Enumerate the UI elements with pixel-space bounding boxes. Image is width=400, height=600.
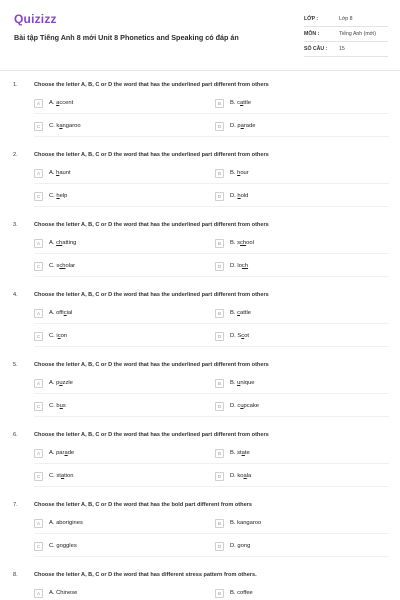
option-row-divider [34, 486, 389, 487]
meta-key: SỐ CÂU : [304, 46, 328, 52]
underlined-part: h [237, 170, 241, 176]
answer-option-c[interactable] [34, 122, 194, 132]
option-text: A. haunt [49, 170, 71, 176]
underlined-part: a [64, 450, 68, 456]
question-number: 2. [13, 152, 18, 158]
answer-option-d[interactable] [215, 262, 375, 272]
option-row-divider [34, 183, 389, 184]
option-letter-box: D [215, 192, 224, 201]
underlined-part: h [56, 193, 60, 199]
option-row-divider [34, 346, 389, 347]
option-letter-box: D [215, 472, 224, 481]
option-row-divider [34, 556, 389, 557]
option-letter-box: D [215, 332, 224, 341]
option-row-divider [34, 463, 389, 464]
option-text: B. hour [230, 170, 249, 176]
option-text: B. kangaroo [230, 520, 262, 526]
underlined-part: u [240, 403, 244, 409]
document-title: Bài tập Tiếng Anh 8 mới Unit 8 Phonetics and Speaking có đáp án [14, 33, 239, 42]
underlined-part: a [60, 473, 65, 479]
option-text: C. scholar [49, 263, 76, 269]
answer-option-a[interactable] [34, 169, 194, 179]
option-letter-box: D [215, 122, 224, 131]
option-letter-box: A [34, 169, 43, 178]
option-text: D. loch [230, 263, 249, 269]
option-text: B. coffee [230, 590, 253, 596]
underlined-part: a [56, 100, 60, 106]
option-letter-box: A [34, 309, 43, 318]
answer-option-b[interactable] [215, 239, 375, 249]
option-letter-box: D [215, 402, 224, 411]
answer-option-c[interactable] [34, 472, 194, 482]
question-number: 8. [13, 572, 18, 578]
answer-option-a[interactable] [34, 99, 194, 109]
question-number: 5. [13, 362, 18, 368]
option-row-divider [34, 323, 389, 324]
underlined-part: a [243, 473, 247, 479]
option-text: A. chatting [49, 240, 77, 246]
underlined-part: ch [240, 240, 247, 246]
question-text: Choose the letter A, B, C or D the word that has the underlined part different from others [34, 432, 269, 438]
option-letter-box: A [34, 589, 43, 598]
option-row-divider [34, 416, 389, 417]
option-text: B. school [230, 240, 254, 246]
meta-row-count [304, 42, 388, 57]
option-letter-box: B [215, 169, 224, 178]
option-text: A. parade [49, 450, 75, 456]
answer-option-b[interactable] [215, 379, 375, 389]
underlined-part: c [237, 310, 240, 316]
underlined-part: u [237, 380, 241, 386]
answer-option-b[interactable] [215, 449, 375, 459]
option-letter-box: B [215, 449, 224, 458]
answer-option-a[interactable] [34, 379, 194, 389]
option-letter-box: C [34, 262, 43, 271]
answer-option-d[interactable] [215, 332, 375, 342]
underlined-part: h [56, 170, 60, 176]
question-text: Choose the letter A, B, C or D the word that has the underlined part different from others [34, 362, 269, 368]
underlined-part: a [241, 450, 245, 456]
option-text: C. kangaroo [49, 123, 81, 129]
underlined-part: u [59, 403, 63, 409]
option-row-divider [34, 136, 389, 137]
option-text: C. help [49, 193, 68, 199]
option-letter-box: B [215, 239, 224, 248]
option-text: A. Chinese [49, 590, 78, 596]
meta-key: MÔN : [304, 31, 320, 37]
answer-option-c[interactable] [34, 542, 194, 552]
answer-option-a[interactable] [34, 589, 194, 599]
question-number: 4. [13, 292, 18, 298]
question-number: 6. [13, 432, 18, 438]
option-text: D. Scot [230, 333, 250, 339]
option-letter-box: B [215, 99, 224, 108]
option-letter-box: C [34, 402, 43, 411]
answer-option-a[interactable] [34, 519, 194, 529]
option-text: A. official [49, 310, 73, 316]
meta-value: Lớp 8 [339, 16, 353, 22]
option-text: D. koala [230, 473, 252, 479]
option-text: D. cupcake [230, 403, 260, 409]
underlined-part: a [240, 100, 244, 106]
option-letter-box: C [34, 122, 43, 131]
option-letter-box: B [215, 519, 224, 528]
answer-option-d[interactable] [215, 472, 375, 482]
option-letter-box: C [34, 332, 43, 341]
answer-option-d[interactable] [215, 122, 375, 132]
option-row-divider [34, 276, 389, 277]
option-letter-box: B [215, 589, 224, 598]
answer-option-b[interactable] [215, 519, 375, 529]
option-text: B. state [230, 450, 250, 456]
option-letter-box: C [34, 542, 43, 551]
header-divider [0, 70, 400, 71]
meta-table [304, 12, 388, 57]
option-letter-box: A [34, 99, 43, 108]
option-text: A. aborigines [49, 520, 83, 526]
underlined-part: h [237, 193, 241, 199]
answer-option-a[interactable] [34, 239, 194, 249]
question-text: Choose the letter A, B, C or D the word that has different stress pattern from others. [34, 572, 257, 578]
underlined-part: ch [56, 240, 63, 246]
option-text: A. accent [49, 100, 74, 106]
option-text: C. station [49, 473, 74, 479]
option-letter-box: B [215, 309, 224, 318]
option-letter-box: D [215, 262, 224, 271]
question-number: 7. [13, 502, 18, 508]
option-row-divider [34, 533, 389, 534]
question-text: Choose the letter A, B, C or D the word that has the underlined part different from others [34, 292, 269, 298]
option-text: A. puzzle [49, 380, 73, 386]
question-text: Choose the letter A, B, C or D the word that has the bold part different from others [34, 502, 252, 508]
quizizz-logo: Quizizz [14, 12, 57, 26]
option-row-divider [34, 206, 389, 207]
option-text: B. cattle [230, 310, 251, 316]
answer-option-b[interactable] [215, 309, 375, 319]
option-letter-box: A [34, 239, 43, 248]
option-text: C. icon [49, 333, 68, 339]
meta-row-subject [304, 27, 388, 42]
question-text: Choose the letter A, B, C or D the word that has the underlined part different from others [34, 152, 269, 158]
underlined-part: c [241, 333, 245, 339]
answer-option-b[interactable] [215, 589, 375, 599]
option-letter-box: C [34, 192, 43, 201]
option-row-divider [34, 253, 389, 254]
answer-option-b[interactable] [215, 99, 375, 109]
meta-row-grade [304, 12, 388, 27]
option-text: B. cattle [230, 100, 251, 106]
underlined-part: ch [59, 263, 66, 269]
answer-option-d[interactable] [215, 402, 375, 412]
underlined-part: a [240, 123, 244, 129]
question-number: 3. [13, 222, 18, 228]
answer-option-d[interactable] [215, 542, 375, 552]
option-letter-box: C [34, 472, 43, 481]
option-letter-box: B [215, 379, 224, 388]
document-header [0, 0, 400, 74]
option-letter-box: D [215, 542, 224, 551]
option-letter-box: A [34, 379, 43, 388]
option-text: D. parade [230, 123, 256, 129]
underlined-part: ch [241, 263, 249, 269]
meta-value: 15 [339, 46, 345, 52]
underlined-part: c [63, 310, 67, 316]
option-row-divider [34, 113, 389, 114]
answer-option-c[interactable] [34, 332, 194, 342]
option-text: C. goggles [49, 543, 77, 549]
option-text: C. bus [49, 403, 66, 409]
question-text: Choose the letter A, B, C or D the word that has the underlined part different from others [34, 222, 269, 228]
answer-option-a[interactable] [34, 449, 194, 459]
answer-option-d[interactable] [215, 192, 375, 202]
answer-option-c[interactable] [34, 192, 194, 202]
meta-key: LỚP : [304, 16, 319, 22]
option-text: B. unique [230, 380, 255, 386]
option-row-divider [34, 393, 389, 394]
answer-option-b[interactable] [215, 169, 375, 179]
underlined-part: c [57, 333, 61, 339]
answer-option-c[interactable] [34, 262, 194, 272]
meta-value: Tiếng Anh (mới) [339, 31, 376, 37]
option-letter-box: A [34, 519, 43, 528]
underlined-part: u [59, 380, 63, 386]
answer-option-a[interactable] [34, 309, 194, 319]
option-letter-box: A [34, 449, 43, 458]
option-text: D. gong [230, 543, 251, 549]
question-text: Choose the letter A, B, C or D the word that has the underlined part different from others [34, 82, 269, 88]
underlined-part: a [59, 123, 63, 129]
answer-option-c[interactable] [34, 402, 194, 412]
option-text: D. hold [230, 193, 249, 199]
question-number: 1. [13, 82, 18, 88]
